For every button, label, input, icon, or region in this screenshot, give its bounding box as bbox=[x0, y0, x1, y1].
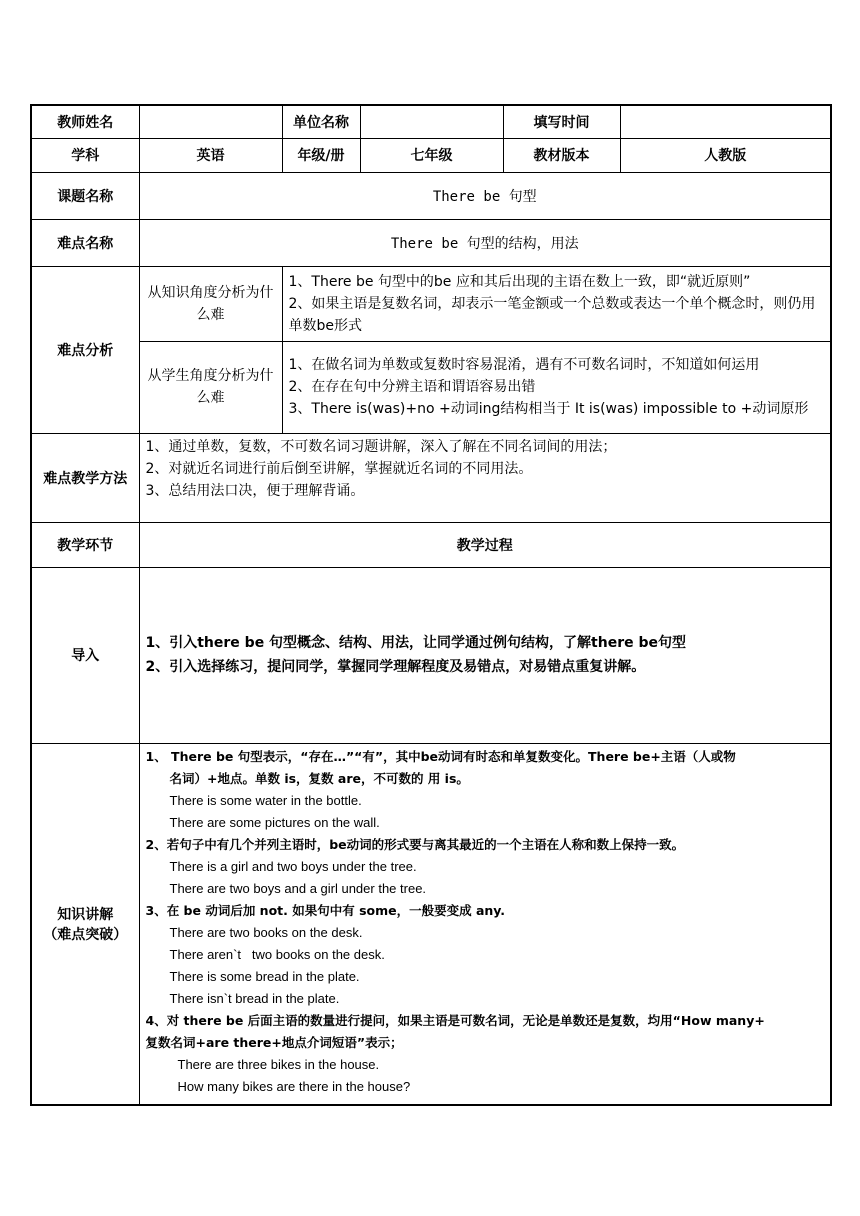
knowledge-line-2: 2、如果主语是复数名词，却表示一笔金额或一个总数或表达一个单个概念时，则仍用单数be形式 bbox=[288, 295, 816, 334]
example-9: There are three bikes in the house. bbox=[177, 1056, 380, 1072]
header-row bbox=[31, 105, 831, 138]
process-stage-label: 教学环节 bbox=[31, 522, 139, 567]
knowledge-content bbox=[139, 743, 831, 1105]
student-line-3: 3、There is(was)+no +动词ing结构相当于 It is(was) impossible to +动词原形 bbox=[288, 401, 809, 417]
subject-value: 英语 bbox=[139, 138, 282, 172]
student-angle-label: 从学生角度分析为什么难 bbox=[139, 341, 282, 433]
knowledge-label bbox=[31, 743, 139, 1105]
difficulty-row bbox=[31, 219, 831, 266]
example-8: There isn`t bread in the plate. bbox=[169, 990, 340, 1006]
process-header-row bbox=[31, 522, 831, 567]
subject-label: 学科 bbox=[31, 138, 139, 172]
example-3: There is a girl and two boys under the tree. bbox=[169, 858, 417, 874]
intro-row bbox=[31, 567, 831, 743]
intro-line-1: 1、引入there be 句型概念、结构、用法，让同学通过例句结构，了解there be句型 bbox=[145, 635, 687, 651]
example-1: There is some water in the bottle. bbox=[169, 792, 362, 808]
method-line-2: 2、对就近名词进行前后倒至讲解，掌握就近名词的不同用法。 bbox=[145, 460, 533, 477]
knowledge-label-line-1: 知识讲解 bbox=[57, 906, 114, 923]
topic-row bbox=[31, 172, 831, 219]
subject-row bbox=[31, 138, 831, 172]
knowledge-label-line-2: （难点突破） bbox=[43, 926, 128, 943]
topic-label: 课题名称 bbox=[31, 172, 139, 219]
edition-value: 人教版 bbox=[620, 138, 831, 172]
unit-name-label: 单位名称 bbox=[282, 105, 360, 138]
example-2: There are some pictures on the wall. bbox=[169, 814, 380, 830]
intro-label: 导入 bbox=[31, 567, 139, 743]
knowledge-point-4a: 4、对 there be 后面主语的数量进行提问，如果主语是可数名词，无论是单数还是复数，均用“How many+ bbox=[145, 1012, 765, 1028]
unit-name-value[interactable] bbox=[360, 105, 503, 138]
method-row bbox=[31, 433, 831, 522]
grade-value: 七年级 bbox=[360, 138, 503, 172]
difficulty-label: 难点名称 bbox=[31, 219, 139, 266]
knowledge-line-1: 1、There be 句型中的be 应和其后出现的主语在数上一致，即“就近原则” bbox=[288, 273, 751, 290]
grade-label: 年级/册 bbox=[282, 138, 360, 172]
topic-value: There be 句型 bbox=[139, 172, 831, 219]
intro-content bbox=[139, 567, 831, 743]
fill-time-value[interactable] bbox=[620, 105, 831, 138]
analysis-label: 难点分析 bbox=[31, 266, 139, 433]
knowledge-angle-label: 从知识角度分析为什么难 bbox=[139, 266, 282, 341]
example-7: There is some bread in the plate. bbox=[169, 968, 360, 984]
method-line-1: 1、通过单数，复数，不可数名词习题讲解，深入了解在不同名词间的用法； bbox=[145, 438, 617, 455]
example-5: There are two books on the desk. bbox=[169, 924, 363, 940]
example-4: There are two boys and a girl under the tree. bbox=[169, 880, 427, 896]
knowledge-row bbox=[31, 743, 831, 1105]
process-label: 教学过程 bbox=[139, 522, 831, 567]
fill-time-label: 填写时间 bbox=[503, 105, 620, 138]
knowledge-point-3: 3、在 be 动词后加 not. 如果句中有 some，一般要变成 any. bbox=[145, 902, 506, 918]
lesson-plan-table bbox=[30, 104, 832, 1106]
knowledge-point-1b: 名词）+地点。单数 is，复数 are，不可数的 用 is。 bbox=[169, 770, 469, 786]
student-line-1: 1、在做名词为单数或复数时容易混淆，遇有不可数名词时，不知道如何运用 bbox=[288, 357, 760, 373]
edition-label: 教材版本 bbox=[503, 138, 620, 172]
knowledge-point-4b: 复数名词+are there+地点介词短语”表示； bbox=[145, 1034, 403, 1050]
knowledge-point-1a: 1、 There be 句型表示，“存在…”“有”，其中be动词有时态和单复数变化。There be+主语（人或物 bbox=[145, 748, 736, 764]
teacher-name-value[interactable] bbox=[139, 105, 282, 138]
student-angle-content bbox=[282, 341, 831, 433]
knowledge-angle-content bbox=[282, 266, 831, 341]
intro-line-2: 2、引入选择练习，提问同学，掌握同学理解程度及易错点，对易错点重复讲解。 bbox=[145, 659, 646, 675]
student-line-2: 2、在存在句中分辨主语和谓语容易出错 bbox=[288, 379, 536, 395]
method-line-3: 3、总结用法口决，便于理解背诵。 bbox=[145, 482, 365, 499]
analysis-student-row bbox=[31, 341, 831, 433]
teacher-name-label: 教师姓名 bbox=[31, 105, 139, 138]
difficulty-value: There be 句型的结构，用法 bbox=[139, 219, 831, 266]
method-label: 难点教学方法 bbox=[31, 433, 139, 522]
example-6: There aren`t two books on the desk. bbox=[169, 946, 385, 962]
method-content bbox=[139, 433, 831, 522]
knowledge-point-2: 2、若句子中有几个并列主语时，be动词的形式要与离其最近的一个主语在人称和数上保持一致。 bbox=[145, 836, 685, 852]
analysis-knowledge-row bbox=[31, 266, 831, 341]
example-10: How many bikes are there in the house? bbox=[177, 1078, 411, 1094]
